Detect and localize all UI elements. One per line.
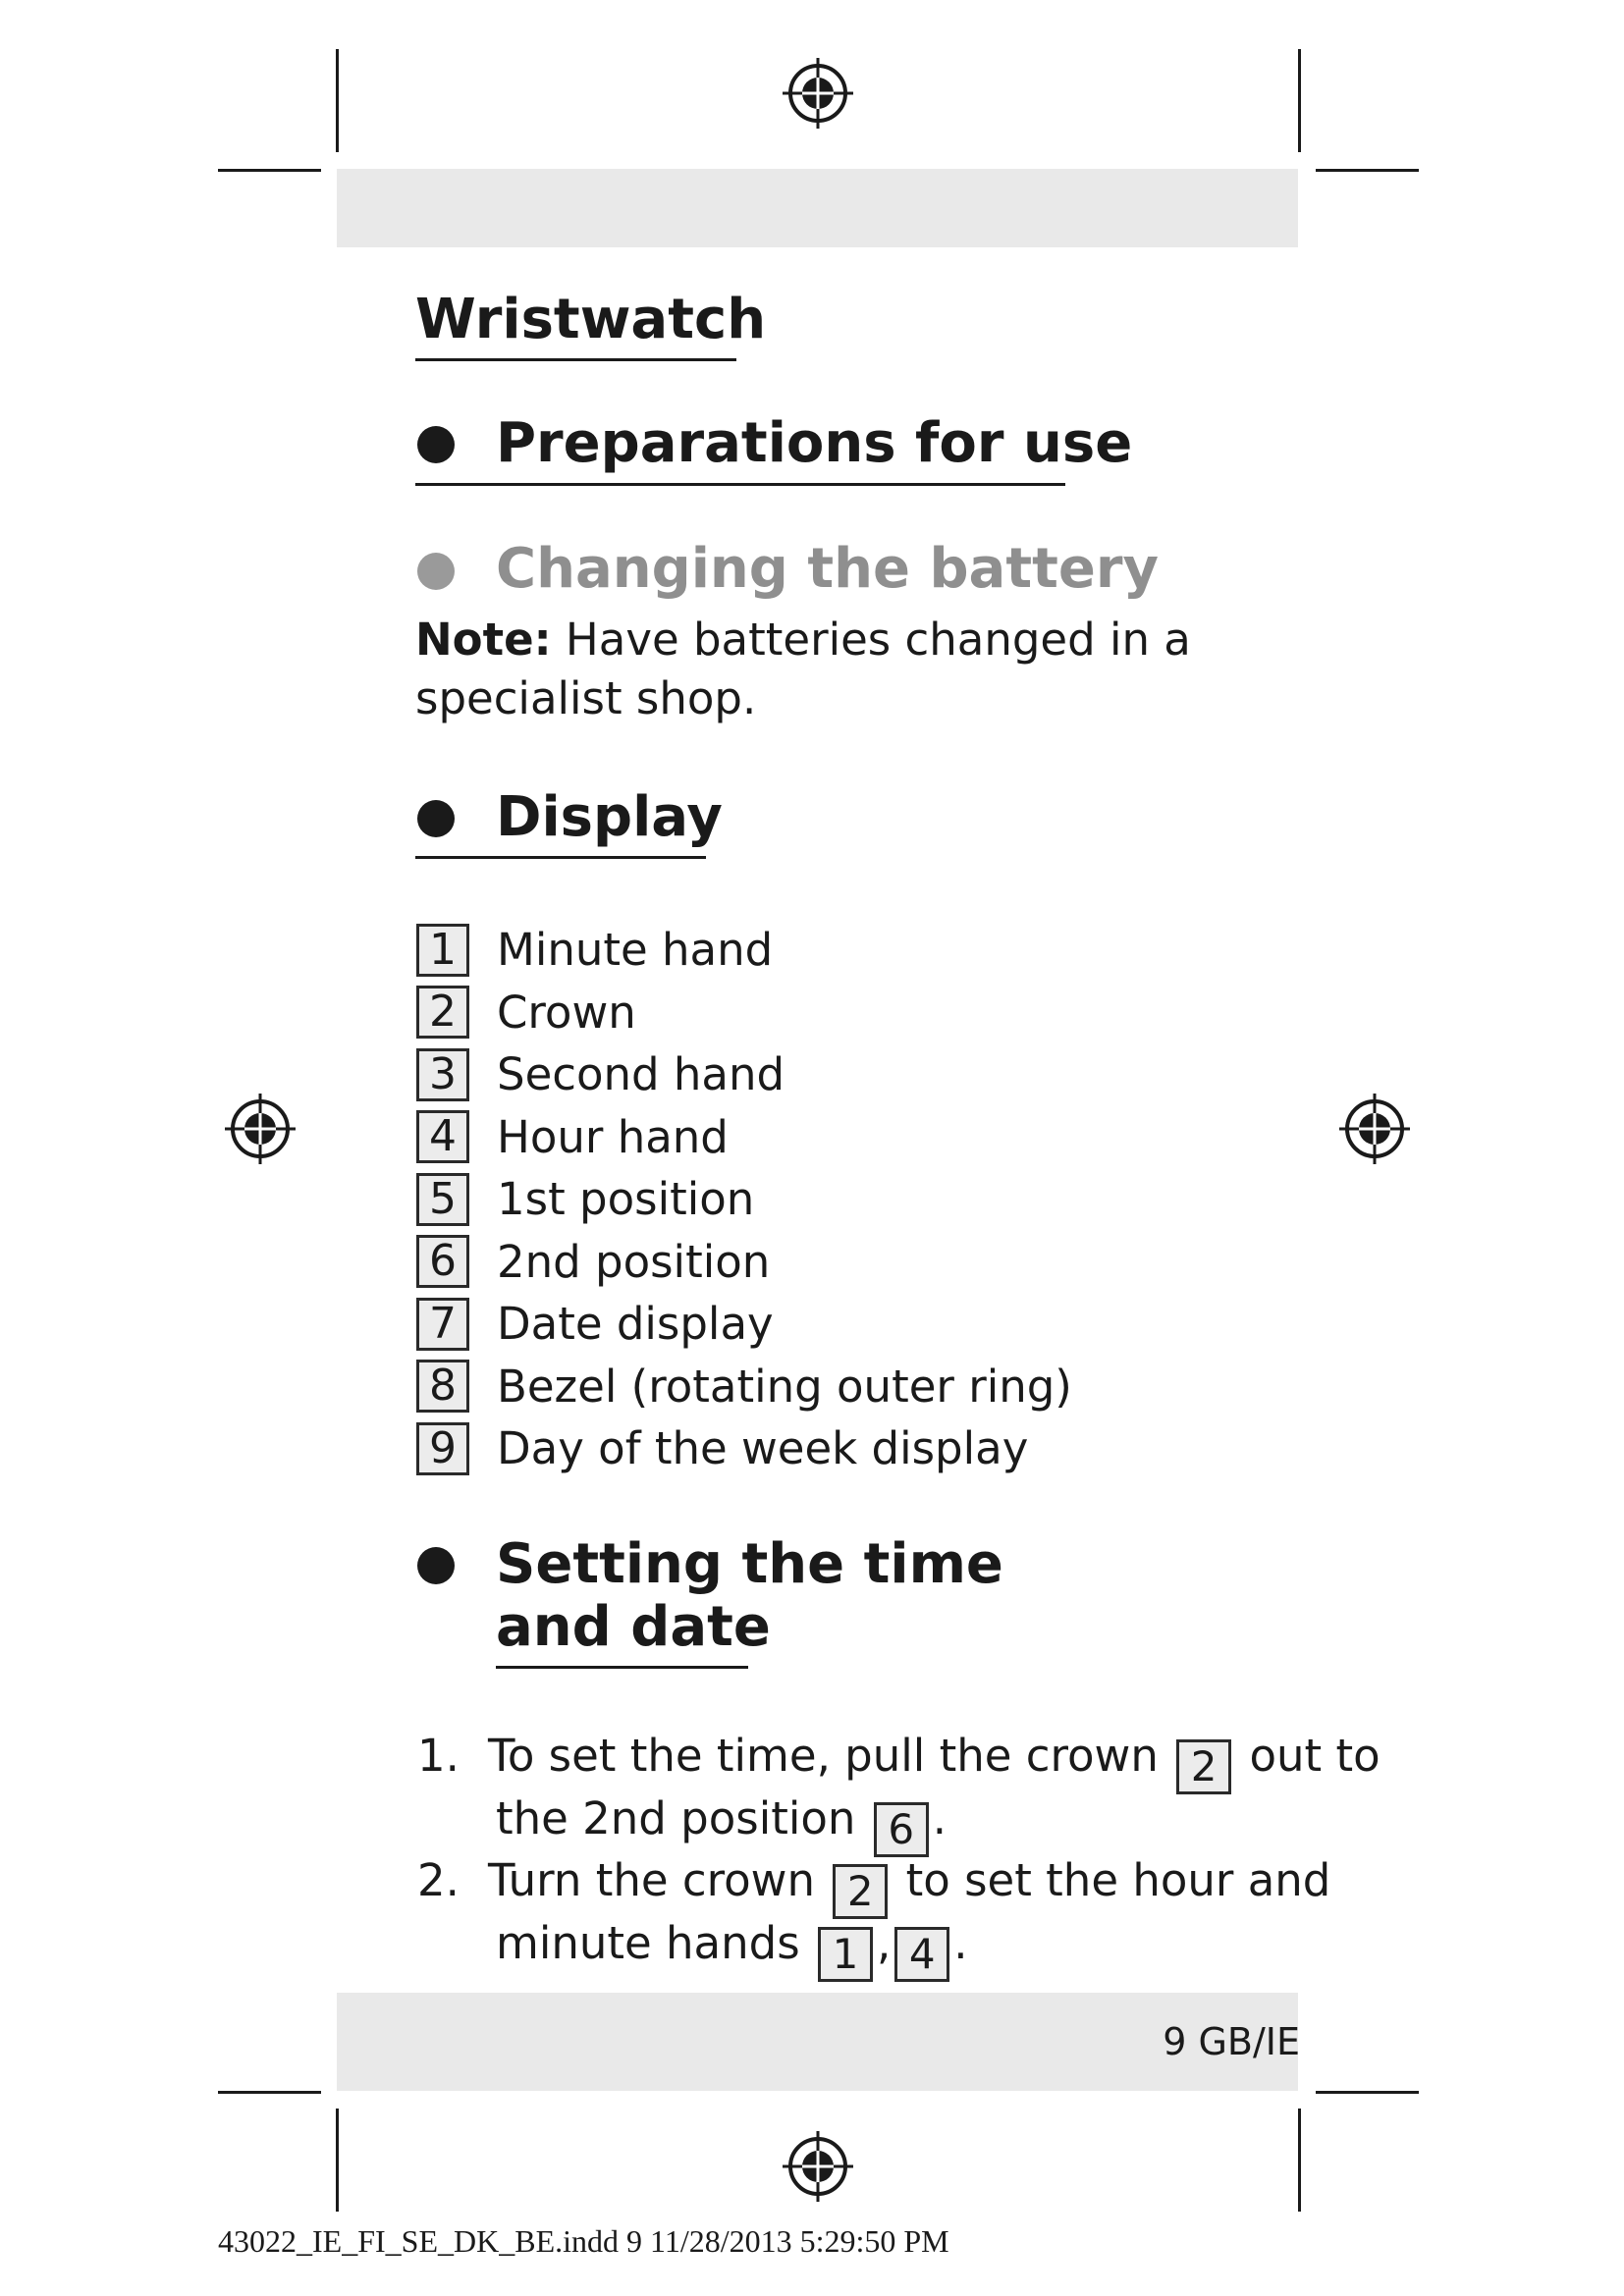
list-item: [416, 1293, 1072, 1356]
crop-mark-bottom-left-vertical: [336, 2109, 339, 2212]
crop-mark-top-left-vertical: [336, 49, 339, 152]
battery-note-line2: specialist shop.: [415, 672, 757, 724]
list-item: [416, 1168, 1072, 1231]
part-number-box: 5: [416, 1173, 469, 1226]
step-marker: 1.: [417, 1730, 460, 1782]
heading-display-underline: [415, 856, 706, 859]
step-1-line2: [496, 1792, 947, 1857]
part-label: Date display: [497, 1298, 774, 1351]
part-number-box: 4: [416, 1110, 469, 1163]
list-item: [416, 982, 1072, 1044]
heading-setting-line1: Setting the time: [496, 1532, 1003, 1596]
battery-note-line1: [415, 611, 1191, 669]
heading-display: Display: [496, 785, 723, 849]
step-text: to set the hour and: [905, 1854, 1331, 1906]
part-number-box: 6: [416, 1235, 469, 1288]
registration-mark-icon: [223, 1092, 298, 1166]
crop-mark-top-right-vertical: [1298, 49, 1301, 152]
step-punct: .: [932, 1792, 947, 1844]
header-band: [337, 169, 1298, 247]
step-marker: 2.: [417, 1854, 460, 1906]
list-item: [416, 1043, 1072, 1106]
part-number-box: 3: [416, 1048, 469, 1101]
heading-battery: Changing the battery: [496, 537, 1159, 601]
part-number-box: 9: [416, 1422, 469, 1475]
heading-preparations-underline: [415, 483, 1065, 486]
note-text: Have batteries changed in a: [565, 614, 1191, 666]
part-label: Day of the week display: [497, 1422, 1029, 1475]
part-label: 2nd position: [497, 1235, 771, 1288]
crop-mark-top-left-horizontal: [218, 169, 321, 172]
step-1-line1: [417, 1730, 1380, 1794]
registration-mark-icon: [781, 56, 855, 131]
heading-setting-underline: [496, 1666, 748, 1669]
crop-mark-bottom-left-horizontal: [218, 2091, 321, 2094]
crop-mark-top-right-horizontal: [1316, 169, 1419, 172]
part-reference-box: 2: [833, 1864, 888, 1919]
page-title: Wristwatch: [415, 288, 767, 351]
step-text: To set the time, pull the crown: [488, 1730, 1159, 1782]
part-number-box: 2: [416, 986, 469, 1039]
step-2-line1: [417, 1854, 1331, 1919]
section-bullet-icon: [417, 800, 455, 837]
step-punct: ,: [876, 1917, 892, 1969]
crop-mark-bottom-right-horizontal: [1316, 2091, 1419, 2094]
registration-mark-icon: [1337, 1092, 1412, 1166]
part-reference-box: 2: [1176, 1739, 1231, 1794]
page-number: 9 GB/IE: [1163, 2020, 1300, 2063]
part-label: Second hand: [497, 1048, 785, 1101]
list-item: [416, 1106, 1072, 1169]
part-number-box: 8: [416, 1360, 469, 1413]
step-punct: .: [953, 1917, 968, 1969]
list-item: [416, 919, 1072, 982]
part-reference-box: 1: [818, 1927, 873, 1982]
footer-band: [337, 1993, 1298, 2091]
crop-mark-bottom-right-vertical: [1298, 2109, 1301, 2212]
step-text: minute hands: [496, 1917, 800, 1969]
section-bullet-icon: [417, 426, 455, 463]
part-label: Minute hand: [497, 924, 774, 977]
part-reference-box: 6: [874, 1802, 929, 1857]
step-2-line2: [496, 1917, 968, 1982]
part-label: 1st position: [497, 1173, 755, 1226]
print-slug: 43022_IE_FI_SE_DK_BE.indd 9 11/28/2013 5:29:50 PM: [218, 2223, 949, 2259]
part-label: Hour hand: [497, 1110, 729, 1163]
section-bullet-icon: [417, 1547, 455, 1584]
note-label: Note:: [415, 614, 552, 666]
heading-preparations: Preparations for use: [496, 411, 1133, 475]
list-item: [416, 1417, 1072, 1480]
part-number-box: 1: [416, 924, 469, 977]
step-text: Turn the crown: [488, 1854, 815, 1906]
step-text: the 2nd position: [496, 1792, 856, 1844]
part-number-box: 7: [416, 1298, 469, 1351]
part-reference-box: 4: [894, 1927, 949, 1982]
display-parts-list: [416, 919, 1072, 1480]
step-text: out to: [1249, 1730, 1380, 1782]
list-item: [416, 1356, 1072, 1418]
title-underline: [415, 358, 736, 361]
part-label: Bezel (rotating outer ring): [497, 1360, 1072, 1413]
subsection-bullet-icon: [417, 553, 455, 590]
heading-setting-line2: and date: [496, 1595, 771, 1659]
registration-mark-icon: [781, 2129, 855, 2204]
part-label: Crown: [497, 986, 636, 1039]
list-item: [416, 1231, 1072, 1294]
